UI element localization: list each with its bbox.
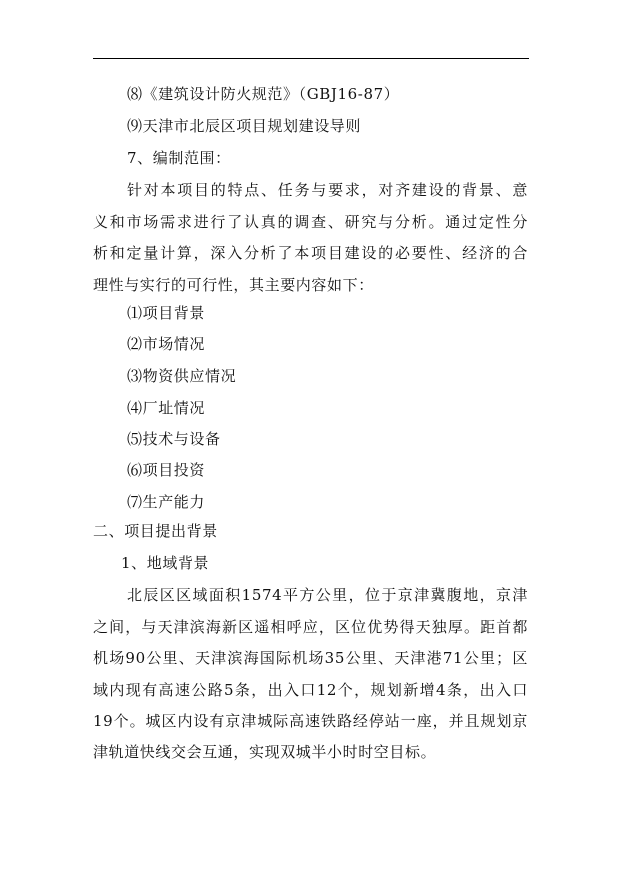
list-item: ⑹项目投资 bbox=[127, 461, 206, 479]
list-item: ⑴项目背景 bbox=[127, 304, 206, 322]
section-heading-scope: 7、编制范围： bbox=[127, 149, 231, 167]
chapter-heading: 二、项目提出背景 bbox=[93, 522, 218, 540]
list-item: ⑷厂址情况 bbox=[127, 399, 206, 417]
header-rule bbox=[93, 58, 529, 59]
paragraph-line: 义和市场需求进行了认真的调查、研究与分析。通过定性分 bbox=[93, 213, 528, 231]
paragraph-line: 19个。城区内设有京津城际高速铁路经停站一座，并且规划京 bbox=[93, 712, 528, 730]
paragraph-line: 之间，与天津滨海新区遥相呼应，区位优势得天独厚。距首都 bbox=[93, 618, 528, 636]
paragraph-line: 针对本项目的特点、任务与要求，对齐建设的背景、意 bbox=[127, 181, 528, 199]
paragraph-line: 域内现有高速公路5条，出入口12个，规划新增4条，出入口 bbox=[93, 681, 528, 699]
paragraph-line: 理性与实行的可行性，其主要内容如下： bbox=[93, 276, 374, 294]
list-item: ⑸技术与设备 bbox=[127, 430, 221, 448]
list-item: ⑶物资供应情况 bbox=[127, 367, 237, 385]
paragraph-line: 北辰区区域面积1574平方公里，位于京津冀腹地，京津 bbox=[127, 586, 528, 604]
reference-item-8: ⑻《建筑设计防火规范》（GBJ16-87） bbox=[127, 85, 400, 103]
paragraph-line: 析和定量计算，深入分析了本项目建设的必要性、经济的合 bbox=[93, 244, 528, 262]
reference-item-9: ⑼天津市北辰区项目规划建设导则 bbox=[127, 117, 362, 135]
paragraph-line: 机场90公里、天津滨海国际机场35公里、天津港71公里；区 bbox=[93, 649, 528, 667]
subsection-heading: 1、地域背景 bbox=[121, 554, 210, 572]
list-item: ⑵市场情况 bbox=[127, 335, 206, 353]
list-item: ⑺生产能力 bbox=[127, 493, 206, 511]
paragraph-line: 津轨道快线交会互通，实现双城半小时时空目标。 bbox=[93, 743, 437, 761]
